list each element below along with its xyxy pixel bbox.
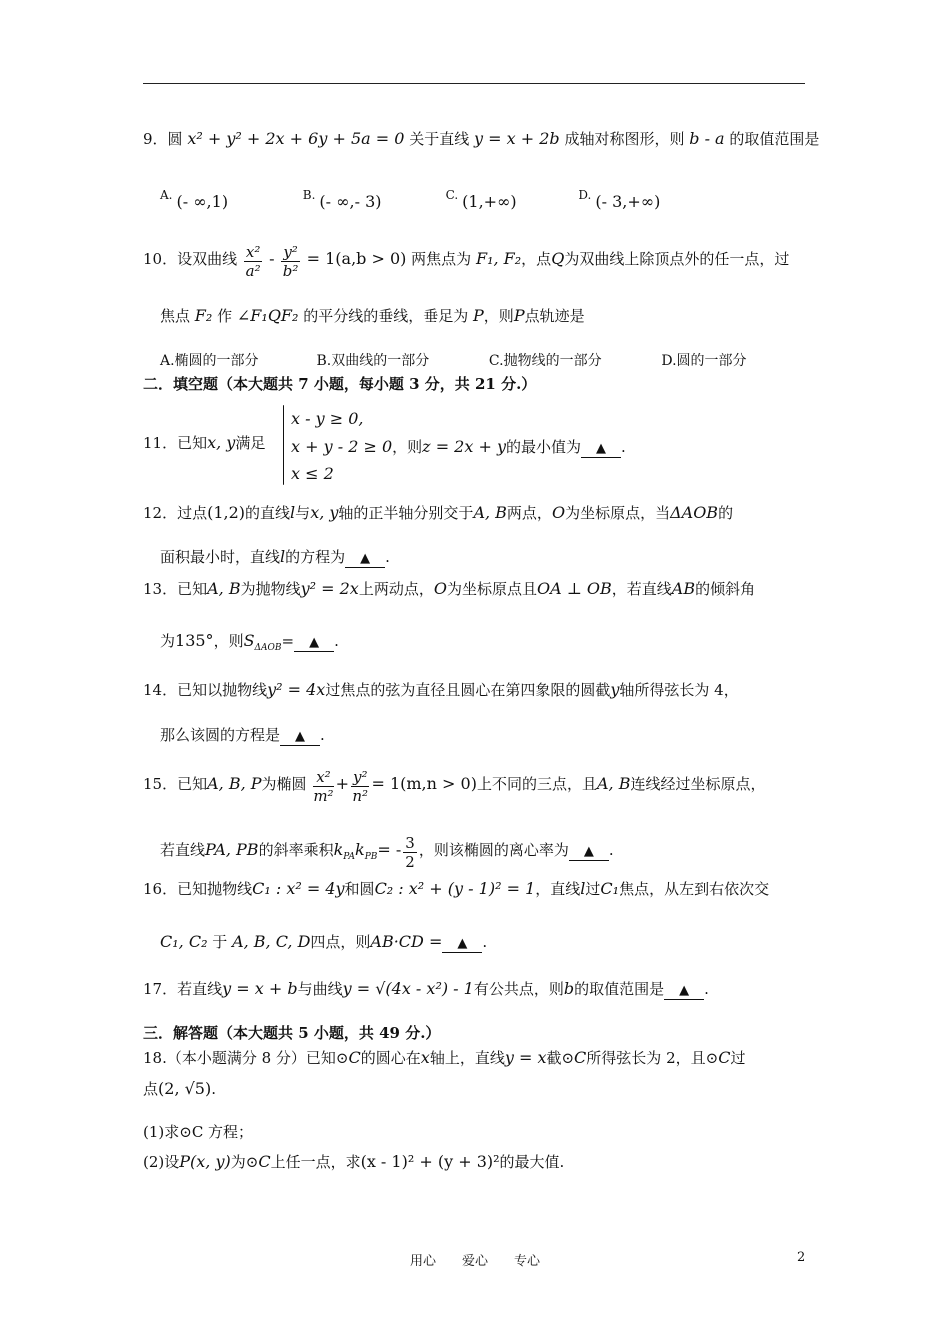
question-16 <box>143 878 769 900</box>
q15-frac1-den: m² <box>313 787 334 805</box>
q9-option-c: (1,+∞) <box>462 192 517 211</box>
question-17 <box>143 978 709 1000</box>
q15-k1: k <box>333 840 344 859</box>
q18-P: P(x, y) <box>179 1152 231 1171</box>
footer-text-3: 专心 <box>514 1254 541 1269</box>
q16-b: 和圆 <box>344 880 375 898</box>
q13-l2b: ，则 <box>213 632 244 650</box>
q18-l2a: 点 <box>143 1080 159 1098</box>
q12-answer-blank: ▲ <box>345 551 385 568</box>
q15-papb: PA, PB <box>205 840 259 859</box>
q12-e: 两点， <box>506 504 552 522</box>
q12-l2a: 面积最小时，直线 <box>160 548 281 566</box>
q9-end: 的取值范围是 <box>729 130 820 148</box>
q16-l2a: C₁, C₂ <box>160 932 208 951</box>
q11-answer-blank: ▲ <box>581 441 621 458</box>
q15-dot: . <box>608 841 614 859</box>
q10-p2: P <box>513 306 525 325</box>
q10-f2: F₂ <box>194 306 213 325</box>
q13-o: O <box>433 579 447 598</box>
q9-text2: 成轴对称图形，则 <box>564 130 685 148</box>
q16-e: 焦点，从左到右依次交 <box>619 880 770 898</box>
question-9 <box>143 128 819 150</box>
q14-dot: . <box>320 726 325 744</box>
q17-dot: . <box>704 980 709 998</box>
q11-system-brace <box>283 405 284 485</box>
question-10: 10．设双曲线 $\frac{\text{x²}}{\text{a²}}$ - $\frac{\text{y²}}{\text{b²}}$ = 1(a,b > 0) 两焦点为 F₁, F₂，点Q为双曲线上除顶点外的任一点，过 <box>143 243 790 280</box>
q16-c1: C₁ : x² = 4y <box>252 879 345 898</box>
q18-p2c: 上任一点，求 <box>270 1153 361 1171</box>
q12-line2 <box>160 546 390 568</box>
q12-o: O <box>551 503 566 522</box>
q11-sys-1-text: x - y ≥ 0, <box>291 409 364 428</box>
q12-ab: A, B <box>473 503 507 522</box>
q9-prefix: 9．圆 <box>143 130 183 148</box>
q12-b: 的直线 <box>245 504 291 522</box>
q10-p: P <box>473 306 484 325</box>
q15-frac3-den: 2 <box>405 853 415 871</box>
q18-c: 轴上，直线 <box>429 1049 505 1067</box>
q18-C: C <box>348 1048 361 1067</box>
q9-option-b: (- ∞,- 3) <box>319 192 382 211</box>
q14-c: 轴所得弦长为 4， <box>619 681 739 699</box>
q10-l2a: 焦点 <box>160 307 191 325</box>
q13-e: ，若直线 <box>611 580 672 598</box>
question-13 <box>143 578 755 600</box>
q15-answer-blank: ▲ <box>569 844 609 861</box>
q12-xy: x, y <box>310 503 339 522</box>
q16-l2c: 四点，则 <box>310 933 371 951</box>
q16-l2b: 于 <box>212 933 228 951</box>
q13-eq: = <box>281 632 295 650</box>
q17-bvar: b <box>563 979 575 998</box>
q18-e: 所得弦长为 2，且⊙ <box>586 1049 719 1067</box>
q10-l2d: ，则 <box>483 307 514 325</box>
q10-angle: ∠F₁QF₂ <box>236 306 299 325</box>
q18-line: y = x <box>504 1048 547 1067</box>
q14-y: y <box>610 680 620 699</box>
q16-product: AB·CD = <box>370 932 443 951</box>
q15-l2b: 的斜率乘积 <box>258 841 334 859</box>
q14-line2 <box>160 724 325 746</box>
q15-ab: A, B <box>596 774 631 793</box>
q15-frac1-num: x² <box>313 768 333 787</box>
q13-d: 为坐标原点且 <box>446 580 537 598</box>
q15-kpa: PA <box>343 852 356 862</box>
question-12 <box>143 502 733 524</box>
q13-c: 上两动点， <box>358 580 434 598</box>
q9-option-a: (- ∞,1) <box>176 192 229 211</box>
q16-c2: C₂ : x² + (y - 1)² = 1 <box>374 879 536 898</box>
q16-l: l <box>580 879 586 898</box>
q18-C3: C <box>718 1048 731 1067</box>
question-14 <box>143 679 739 701</box>
q12-l2b: 的方程为 <box>285 548 346 566</box>
q10-line2 <box>160 305 585 327</box>
q18-b: 的圆心在 <box>360 1049 421 1067</box>
q13-S: S <box>243 631 255 650</box>
q15-l2c: ，则该椭圆的离心率为 <box>418 841 569 859</box>
q9-option-d-label: D. <box>578 188 592 202</box>
q15-frac3-num: 3 <box>405 834 415 852</box>
q18-expr: (x - 1)² + (y + 3)² <box>360 1152 500 1171</box>
q18-C2: C <box>574 1048 587 1067</box>
q13-ab: A, B <box>207 579 241 598</box>
q15-k2: k <box>355 840 365 859</box>
section-2-heading: 二．填空题（本大题共 7 小题，每小题 3 分，共 21 分.） <box>143 375 537 393</box>
q10-eq-rest: = 1(a,b > 0) <box>306 249 407 268</box>
q15-line2 <box>160 834 614 871</box>
q10-l2b: 作 <box>217 307 233 325</box>
q14-a: 14．已知以抛物线 <box>143 681 268 699</box>
q9-option-b-label: B. <box>302 188 316 202</box>
q12-a: 12．过点 <box>143 504 208 522</box>
q10-q: Q <box>551 249 565 268</box>
q18-p2b: 为⊙ <box>230 1153 259 1171</box>
q16-d: 过 <box>585 880 601 898</box>
q10-option-b: B.双曲线的一部分 <box>316 353 430 369</box>
q10-frac1-den: a² <box>245 262 261 280</box>
footer-text-1: 用心 <box>409 1254 436 1269</box>
q18-p2d: 的最大值. <box>499 1153 565 1171</box>
q12-d: 轴的正半轴分别交于 <box>338 504 474 522</box>
q18-part-2 <box>143 1151 564 1173</box>
footer-text-2: 爱心 <box>461 1254 488 1269</box>
q14-b: 过焦点的弦为直径且圆心在第四象限的圆截 <box>325 681 611 699</box>
q11-z: z = 2x + y <box>422 437 506 456</box>
q16-c: ，直线 <box>535 880 581 898</box>
q10-frac2-den: b² <box>282 262 299 280</box>
q13-S-sub: ΔAOB <box>254 643 282 653</box>
q15-frac2-num: y² <box>352 768 368 786</box>
q12-triangle: ΔAOB <box>670 503 719 522</box>
q17-d: 的取值范围是 <box>574 980 665 998</box>
q17-curve: y = √(4x - x²) - 1 <box>342 979 474 998</box>
question-15: 15．已知A, B, P为椭圆 $\frac{\text{x²}}{\text{m²}}$ + $\frac{\text{y²}}{\text{n²}}$ = 1(m,n > 0)上不同的三点，且A, B连线经过坐标原点， <box>143 768 766 805</box>
q10-option-a: A.椭圆的一部分 <box>160 353 259 369</box>
question-18 <box>143 1047 745 1069</box>
q15-l2a: 若直线 <box>160 841 206 859</box>
q13-line2 <box>160 630 339 659</box>
q11-vars: x, y <box>207 433 236 452</box>
q10-prefix: 10．设双曲线 <box>143 250 238 268</box>
q13-AB: AB <box>671 579 696 598</box>
q10-options <box>160 350 775 372</box>
q18-l2-dot: . <box>211 1080 217 1098</box>
q14-l2: 那么该圆的方程是 <box>160 726 281 744</box>
section-3-heading: 三．解答题（本大题共 5 小题，共 49 分.） <box>143 1024 441 1042</box>
q11-sys-3-text: x ≤ 2 <box>291 464 334 483</box>
q13-a: 13．已知 <box>143 580 208 598</box>
q11-sys-3 <box>291 463 334 485</box>
q10-frac1-num: x² <box>245 243 261 261</box>
page-footer <box>0 1250 950 1269</box>
q11-prefix: 11．已知 <box>143 434 208 452</box>
q13-parabola: y² = 2x <box>300 579 359 598</box>
q17-b: 与曲线 <box>297 980 343 998</box>
q13-f: 的倾斜角 <box>695 580 756 598</box>
q13-perp: OA ⊥ OB <box>536 579 612 598</box>
q18-point: (2, √5) <box>158 1079 212 1098</box>
q12-l2: l <box>280 547 286 566</box>
q15-abp: A, B, P <box>207 774 262 793</box>
q9-options <box>160 184 688 213</box>
q9-equation: x² + y² + 2x + 6y + 5a = 0 <box>187 129 405 148</box>
q18-C4: C <box>258 1152 271 1171</box>
q18-part-1: (1)求⊙C 方程； <box>143 1123 254 1141</box>
q11-mid: 满足 <box>235 434 266 452</box>
q11-end: 的最小值为 <box>506 438 582 456</box>
q12-f: 为坐标原点，当 <box>565 504 671 522</box>
q10-option-d: D.圆的一部分 <box>661 353 747 369</box>
q16-line2 <box>160 931 487 953</box>
q15-kpb: PB <box>364 852 378 862</box>
q11-dot: . <box>621 438 626 456</box>
q15-eq: = - <box>377 840 402 859</box>
q15-rest: = 1(m,n > 0) <box>371 774 477 793</box>
q9-line: y = x + 2b <box>474 129 560 148</box>
q11-sys-2-text: x + y - 2 ≥ 0 <box>291 437 393 456</box>
q17-answer-blank: ▲ <box>664 983 704 1000</box>
q10-frac2-num: y² <box>283 243 298 261</box>
q16-answer-blank: ▲ <box>442 936 482 953</box>
q18-a: 18.（本小题满分 8 分）已知⊙ <box>143 1049 349 1067</box>
q14-answer-blank: ▲ <box>280 729 320 746</box>
q10-option-c: C.抛物线的一部分 <box>488 353 602 369</box>
q14-parabola: y² = 4x <box>267 680 326 699</box>
q12-c: 与 <box>295 504 311 522</box>
q13-l2a: 为 <box>160 632 176 650</box>
q10-l2e: 点轨迹是 <box>524 307 585 325</box>
q13-dot: . <box>334 632 339 650</box>
q10-l2c: 的平分线的垂线，垂足为 <box>303 307 469 325</box>
q16-dot: . <box>482 933 488 951</box>
q10-text2: ，点 <box>521 250 552 268</box>
q10-text3: 为双曲线上除顶点外的任一点，过 <box>564 250 790 268</box>
q17-c: 有公共点，则 <box>473 980 564 998</box>
header-rule <box>143 83 805 84</box>
q15-d: 连线经过坐标原点， <box>630 775 766 793</box>
q10-foci: F₁, F₂ <box>475 249 522 268</box>
q15-frac2-den: n² <box>352 787 369 805</box>
q12-g: 的 <box>718 504 734 522</box>
q13-angle: 135° <box>175 631 214 650</box>
q18-x: x <box>420 1048 430 1067</box>
q9-text: 关于直线 <box>409 130 470 148</box>
q15-c: 上不同的三点，且 <box>476 775 597 793</box>
q13-answer-blank: ▲ <box>294 635 334 652</box>
q18-f: 过 <box>730 1049 746 1067</box>
q16-c1b: C₁ <box>600 879 620 898</box>
q17-a: 17．若直线 <box>143 980 223 998</box>
q9-option-d: (- 3,+∞) <box>595 192 661 211</box>
q15-a: 15．已知 <box>143 775 208 793</box>
page-number: 2 <box>797 1250 806 1265</box>
q17-line: y = x + b <box>222 979 298 998</box>
q10-mid: 两焦点为 <box>411 250 472 268</box>
q13-b: 为抛物线 <box>240 580 301 598</box>
q18-d: 截⊙ <box>546 1049 575 1067</box>
q16-a: 16．已知抛物线 <box>143 880 253 898</box>
q9-option-a-label: A. <box>160 188 173 202</box>
q18-line2 <box>143 1078 216 1100</box>
q16-points: A, B, C, D <box>232 932 311 951</box>
q9-expr: b - a <box>689 129 725 148</box>
q11-sys-1 <box>291 408 363 430</box>
q12-dot: . <box>385 548 390 566</box>
q11-sys-2 <box>291 436 626 458</box>
q9-option-c-label: C. <box>445 188 459 202</box>
q15-b: 为椭圆 <box>261 775 307 793</box>
question-11 <box>143 432 265 454</box>
q12-point: (1,2) <box>207 503 246 522</box>
q12-l: l <box>290 503 296 522</box>
q11-after: ，则 <box>392 438 423 456</box>
q18-p2a: (2)设 <box>143 1153 180 1171</box>
